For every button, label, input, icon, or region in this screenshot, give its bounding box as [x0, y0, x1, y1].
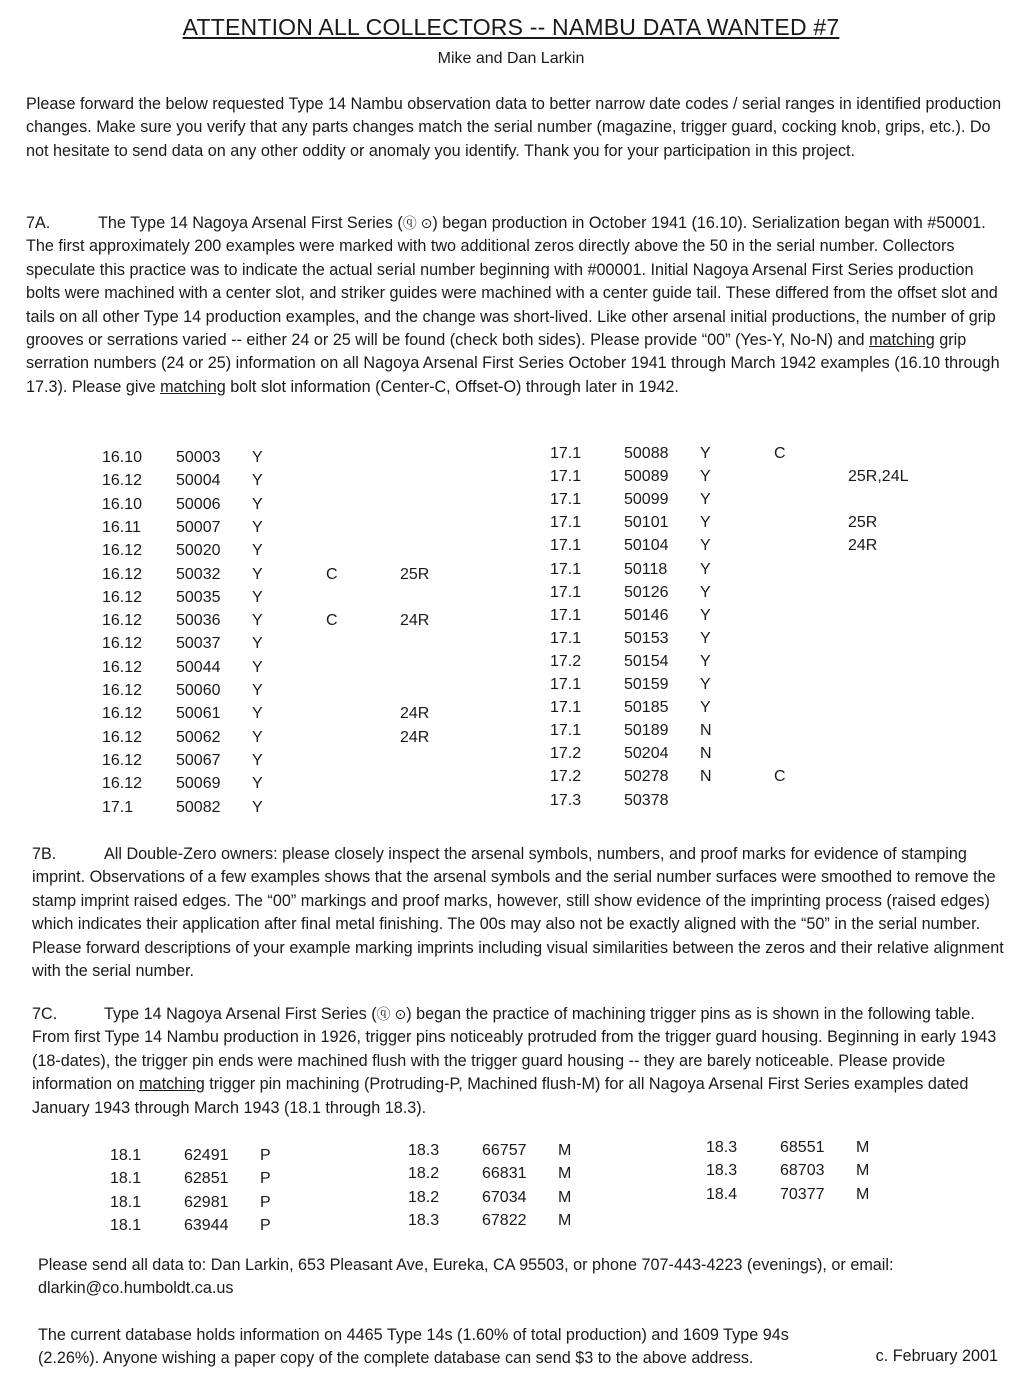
cell-grip: 24R: [400, 705, 430, 723]
cell-zeros: Y: [252, 658, 263, 676]
authors: Mike and Dan Larkin: [437, 50, 585, 67]
cell-date: 17.1: [550, 583, 582, 601]
cell-slot: C: [774, 445, 786, 462]
cell-zeros: Y: [252, 635, 263, 653]
section-7c-text-3: trigger pin machining (Protruding-P, Machined flush-M) for all Nagoya Arsenal First Series examples dated January 1943 through March 1943 (18.1 through 18.3).: [32, 1075, 969, 1117]
cell-serial: 50153: [624, 629, 669, 647]
cell-zeros: Y: [252, 449, 263, 466]
cell-zeros: Y: [252, 705, 263, 723]
cell-date: 18.3: [408, 1142, 440, 1159]
cell-serial: 50089: [624, 468, 669, 486]
cell-zeros: Y: [700, 468, 711, 486]
cell-serial: 50062: [176, 728, 221, 746]
cell-serial: 68551: [780, 1139, 825, 1156]
cell-zeros: Y: [252, 728, 263, 746]
section-7b-label: 7B.: [32, 845, 57, 863]
cell-serial: 50044: [176, 658, 221, 676]
cell-serial: 50101: [624, 514, 669, 532]
cell-date: 18.4: [706, 1185, 738, 1203]
cell-date: 18.3: [706, 1162, 738, 1180]
cell-zeros: N: [700, 722, 712, 740]
cell-grip: 24R: [400, 612, 430, 630]
cell-date: 18.1: [110, 1193, 142, 1211]
cell-date: 17.1: [550, 560, 582, 578]
cell-date: 16.12: [102, 682, 143, 699]
cell-date: 17.1: [550, 629, 582, 647]
cell-serial: 50159: [624, 676, 669, 693]
cell-serial: 50003: [176, 449, 221, 466]
cell-date: 16.12: [102, 751, 143, 769]
cell-slot: C: [326, 565, 338, 583]
cell-zeros: Y: [252, 682, 263, 699]
cell-date: 16.12: [102, 588, 143, 606]
cell-date: 18.1: [110, 1216, 142, 1234]
cell-date: 17.1: [550, 491, 582, 509]
cell-serial: 50104: [624, 537, 669, 555]
cell-serial: 50037: [176, 635, 221, 653]
cell-zeros: Y: [252, 751, 263, 769]
cell-date: 17.1: [550, 514, 582, 532]
cell-zeros: Y: [700, 676, 711, 693]
cell-serial: 50067: [176, 751, 221, 769]
cell-zeros: N: [700, 745, 712, 763]
cell-serial: 62851: [184, 1170, 229, 1188]
cell-serial: 67034: [482, 1188, 527, 1206]
cell-date: 16.12: [102, 658, 143, 676]
cell-date: 16.12: [102, 565, 143, 583]
section-7a-text-3: grip serration numbers (24 or 25) information on all Nagoya Arsenal First Series October 1941 through March 1942 examples (16.10 through 17.3). Please give: [26, 331, 1000, 396]
cell-serial: 50099: [624, 491, 669, 509]
cell-date: 16.11: [102, 518, 141, 536]
cell-date: 18.3: [706, 1139, 738, 1156]
arsenal-mark-icon: ⓠ ⊙: [376, 1006, 407, 1022]
cell-date: 17.1: [550, 468, 582, 486]
cell-serial: 50032: [176, 565, 221, 583]
cell-serial: 50378: [624, 791, 669, 809]
cell-zeros: Y: [700, 537, 711, 555]
cell-date: 17.1: [550, 445, 582, 462]
cell-date: 17.2: [550, 745, 582, 763]
cell-serial: 50020: [176, 542, 221, 560]
cell-serial: 50154: [624, 652, 669, 670]
cell-zeros: Y: [252, 612, 263, 630]
cell-zeros: Y: [700, 445, 711, 462]
cell-zeros: Y: [700, 491, 711, 509]
cell-date: 16.12: [102, 612, 143, 630]
cell-zeros: Y: [700, 560, 711, 578]
cell-pin: M: [856, 1162, 870, 1180]
cell-serial: 50007: [176, 518, 221, 536]
cell-serial: 50069: [176, 775, 221, 793]
cell-zeros: Y: [700, 699, 711, 717]
cell-date: 16.12: [102, 705, 143, 723]
cell-zeros: Y: [700, 652, 711, 670]
cell-pin: P: [260, 1216, 271, 1234]
section-7b-paragraph: [32, 843, 1014, 983]
section-7a-text-4: bolt slot information (Center-C, Offset-O) through later in 1942.: [225, 377, 679, 396]
section-7c-text-1: Type 14 Nagoya Arsenal First Series (: [104, 1005, 377, 1023]
cell-grip: 25R,24L: [848, 468, 909, 486]
cell-serial: 50185: [624, 699, 669, 717]
section-7c-text-2: ) began the practice of machining trigger pins as is shown in the following table. From first Type 14 Nambu production in 1926, trigger pins noticeably protruded from the trigger guard housing. Beginning in early 1943 (18-dates), the trigger pin ends were machined flush with the trigger guard housing -- they are barely noticeable. Please provide information on: [32, 1005, 997, 1094]
section-7b-text: All Double-Zero owners: please closely inspect the arsenal symbols, numbers, and proof marks for evidence of stamping imprint. Observations of a few examples shows that the arsenal symbols and the serial number surfaces were smoothed to remove the stamp imprint raised edges. The “00” markings and proof marks, however, still show evidence of the imprinting process (raised edges) which indicates their application after final metal finishing. The 00s may also not be exactly aligned with the “50” in the serial number. Please forward descriptions of your example marking imprints including visual similarities between the zeros and their relative alignment with the serial number.: [32, 845, 1004, 981]
cell-date: 16.12: [102, 728, 143, 746]
cell-serial: 63944: [184, 1216, 229, 1234]
section-7a-text-1: The Type 14 Nagoya Arsenal First Series (: [98, 214, 403, 232]
cell-zeros: Y: [700, 583, 711, 601]
cell-date: 17.3: [550, 791, 582, 809]
cell-serial: 66757: [482, 1142, 527, 1159]
cell-serial: 50082: [176, 798, 221, 816]
cell-zeros: Y: [252, 518, 263, 536]
cell-serial: 50061: [176, 705, 221, 723]
section-7c-label: 7C.: [32, 1005, 58, 1023]
cell-serial: 50036: [176, 612, 221, 630]
cell-pin: M: [558, 1142, 572, 1159]
cell-date: 16.12: [102, 472, 143, 490]
cell-date: 18.1: [110, 1147, 142, 1164]
cell-date: 18.1: [110, 1170, 142, 1188]
cell-date: 17.2: [550, 652, 582, 670]
cell-serial: 62981: [184, 1193, 229, 1211]
cell-date: 17.1: [550, 699, 582, 717]
cell-date: 17.2: [550, 768, 582, 786]
cell-serial: 50004: [176, 472, 221, 490]
cell-serial: 50118: [624, 560, 668, 578]
section-7c-underline-1: matching: [139, 1075, 205, 1094]
cell-slot: C: [326, 612, 338, 630]
cell-pin: M: [558, 1188, 572, 1206]
cell-date: 17.1: [550, 676, 582, 693]
cell-serial: 50278: [624, 768, 669, 786]
cell-pin: P: [260, 1147, 271, 1164]
contact-paragraph: Please send all data to: Dan Larkin, 653 Pleasant Ave, Eureka, CA 95503, or phone 707-443-4223 (evenings), or email: dlarkin@co.humboldt.ca.us: [38, 1256, 894, 1297]
cell-date: 18.2: [408, 1165, 440, 1183]
section-7a-label: 7A.: [26, 214, 51, 232]
cell-grip: 25R: [400, 565, 430, 583]
intro-paragraph: Please forward the below requested Type 14 Nambu observation data to better narrow date codes / serial ranges in identified production changes. Make sure you verify that any parts changes match the serial number (magazine, trigger guard, cocking knob, grips, etc.). Do not hesitate to send data on any other oddity or anomaly you identify. Thank you for your participation in this project.: [26, 95, 1002, 160]
database-note: The current database holds information on 4465 Type 14s (1.60% of total production) and 1609 Type 94s (2.26%). Anyone wishing a paper copy of the complete database can send $3 to the above address.: [38, 1326, 789, 1367]
cell-zeros: Y: [252, 775, 263, 793]
cell-date: 16.12: [102, 542, 143, 560]
cell-date: 16.10: [102, 449, 143, 466]
cell-date: 18.2: [408, 1188, 440, 1206]
cell-pin: P: [260, 1170, 271, 1188]
cell-serial: 50204: [624, 745, 669, 763]
cell-date: 17.1: [102, 798, 134, 816]
section-7a-text-2: ) began production in October 1941 (16.10). Serialization began with #50001. The first approximately 200 examples were marked with two additional zeros directly above the 50 in the serial number. Collectors speculate this practice was to indicate the actual serial number beginning with #00001. Initial Nagoya Arsenal First Series production bolts were machined with a center slot, and striker guides were machined with a center guide tail. These differed from the offset slot and tails on all other Type 14 production examples, and the change was short-lived. Like other arsenal initial productions, the number of grip grooves or serrations varied -- either 24 or 25 will be found (check both sides). Please provide “00” (Yes-Y, No-N) and: [26, 214, 998, 350]
cell-serial: 62491: [184, 1147, 229, 1164]
cell-pin: M: [558, 1211, 572, 1229]
cell-date: 16.12: [102, 635, 143, 653]
section-7a-underline-1: matching: [869, 331, 935, 350]
cell-date: 16.12: [102, 775, 143, 793]
cell-pin: M: [856, 1139, 870, 1156]
cell-zeros: Y: [252, 798, 263, 816]
section-7c-paragraph: [32, 1003, 1012, 1120]
cell-zeros: Y: [252, 472, 263, 490]
cell-serial: 50088: [624, 445, 669, 462]
cell-pin: P: [260, 1193, 271, 1211]
cell-zeros: Y: [700, 514, 711, 532]
cell-zeros: Y: [700, 629, 711, 647]
cell-serial: 50060: [176, 682, 221, 699]
cell-serial: 50126: [624, 583, 669, 601]
cell-serial: 50006: [176, 495, 221, 513]
cell-zeros: Y: [252, 565, 263, 583]
cell-date: 17.1: [550, 722, 582, 740]
cell-zeros: N: [700, 768, 712, 786]
cell-zeros: Y: [252, 495, 263, 513]
cell-grip: 24R: [400, 728, 430, 746]
arsenal-mark-icon: ⓠ ⊙: [402, 215, 433, 231]
cell-date: 18.3: [408, 1211, 440, 1229]
section-7a-underline-2: matching: [160, 377, 226, 396]
cell-date: 16.10: [102, 495, 143, 513]
section-7a-paragraph: [26, 212, 1011, 399]
cell-serial: 50146: [624, 606, 669, 624]
cell-serial: 70377: [780, 1185, 825, 1203]
cell-serial: 50035: [176, 588, 221, 606]
cell-serial: 50189: [624, 722, 669, 740]
page-title: ATTENTION ALL COLLECTORS -- NAMBU DATA WANTED #7: [182, 14, 840, 40]
cell-serial: 66831: [482, 1165, 527, 1183]
cell-zeros: Y: [252, 542, 263, 560]
cell-pin: M: [856, 1185, 870, 1203]
cell-zeros: Y: [252, 588, 263, 606]
cell-grip: 25R: [848, 514, 878, 532]
cell-serial: 68703: [780, 1162, 825, 1180]
date-stamp: c. February 2001: [875, 1347, 998, 1365]
cell-date: 17.1: [550, 537, 582, 555]
cell-pin: M: [558, 1165, 572, 1183]
cell-date: 17.1: [550, 606, 582, 624]
cell-slot: C: [774, 768, 786, 786]
cell-zeros: Y: [700, 606, 711, 624]
cell-serial: 67822: [482, 1211, 527, 1229]
cell-grip: 24R: [848, 537, 878, 555]
